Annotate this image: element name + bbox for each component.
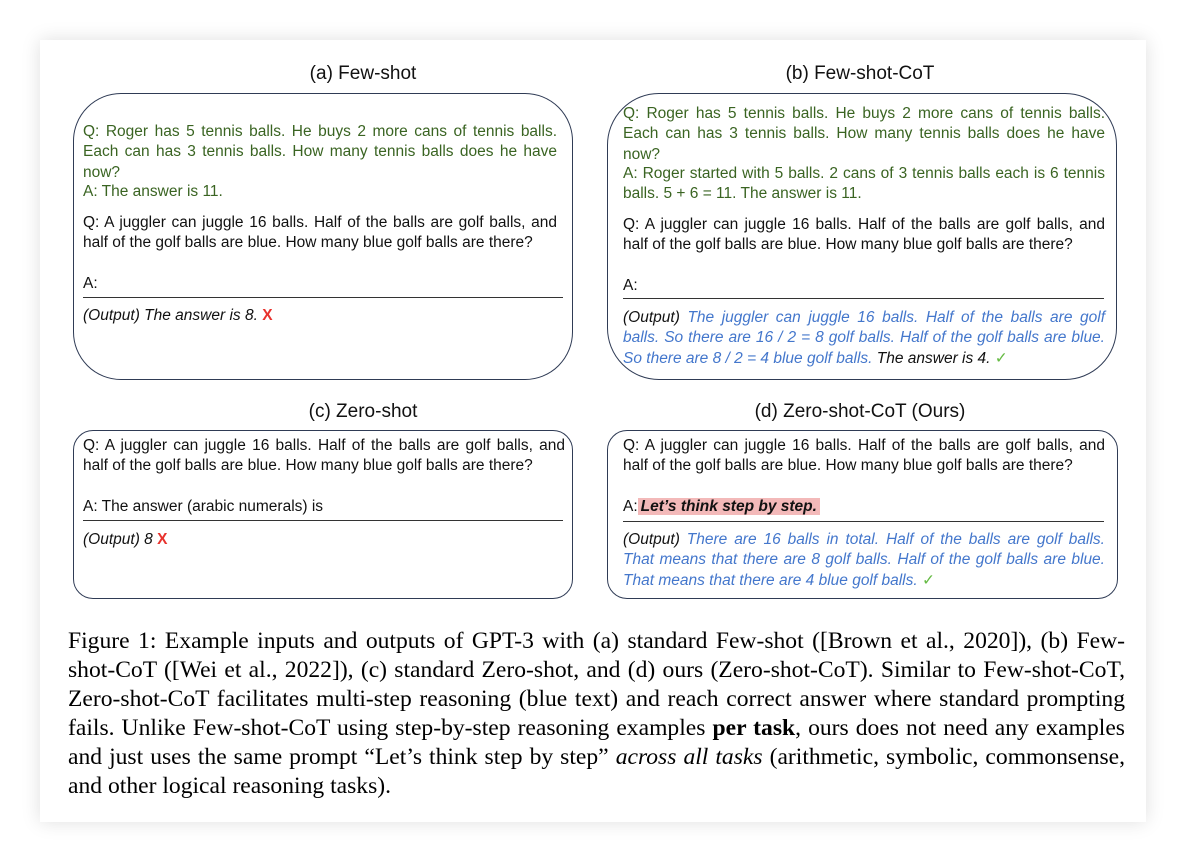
panel-b-output — [623, 308, 1105, 369]
panel-d-title: (d) Zero-shot-CoT (Ours) — [754, 401, 966, 422]
panel-b-question: Q: A juggler can juggle 16 balls. Half of the balls are golf balls, and half of the golf balls are blue. How many blue golf balls are there? — [623, 216, 1105, 254]
caption-part3: (arithmetic, symbolic, commonsense, and other logical reasoning tasks). — [68, 744, 1125, 799]
panel-a-output — [83, 306, 557, 326]
figure-card — [40, 40, 1146, 822]
caption-part1: Figure 1: Example inputs and outputs of GPT-3 with (a) standard Few-shot ([Brown et al., 2020]), (b) Few-shot-CoT ([Wei et al., 2022]), (c) standard Zero-shot, and (d) ours (Zero-shot-CoT). Similar to Few-shot-CoT, Zero-shot-CoT facilitates multi-step reasoning (blue text) and reach correct answer where standard prompting fails. Unlike Few-shot-CoT using step-by-step reasoning examples — [68, 628, 1125, 741]
panel-c-output-text: 8 — [144, 531, 153, 548]
panel-b-output-answer: The answer is 4. — [876, 349, 991, 367]
trigger-prompt-highlight: Let’s think step by step. — [638, 498, 820, 515]
panel-c-divider — [83, 520, 563, 521]
panel-d-output — [623, 530, 1105, 591]
panel-b-divider — [623, 298, 1104, 299]
panel-a-answer-prompt: A: — [83, 275, 98, 292]
wrong-mark-icon: X — [157, 531, 168, 548]
panel-a-output-text: The answer is 8. — [144, 307, 258, 324]
panel-d-question: Q: A juggler can juggle 16 balls. Half of the balls are golf balls, and half of the golf balls are blue. How many blue golf balls are there? — [623, 437, 1105, 475]
panel-d-output-label: (Output) — [623, 531, 680, 548]
panel-b-output-label: (Output) — [623, 309, 680, 326]
panel-d-divider — [623, 521, 1104, 522]
caption-bold: per task — [712, 715, 796, 741]
panel-d-output-reasoning: There are 16 balls in total. Half of the balls are golf balls. That means that there are 8 golf balls. Half of the golf balls are blue. That means that there are 4 blue golf balls. — [623, 531, 1105, 589]
panel-b-output-reasoning: The juggler can juggle 16 balls. Half of the balls are golf balls. So there are 16 / 2 = 8 golf balls. Half of the golf balls are blue. So there are 8 / 2 = 4 blue golf balls. — [623, 309, 1106, 367]
wrong-mark-icon: X — [262, 307, 273, 324]
panel-a-example-question: Q: Roger has 5 tennis balls. He buys 2 more cans of tennis balls. Each can has 3 tennis balls. How many tennis balls does he have now? — [83, 123, 557, 181]
panel-b-example-answer: A: Roger started with 5 balls. 2 cans of 3 tennis balls each is 6 tennis balls. 5 + 6 = 11. The answer is 11. — [623, 165, 1105, 203]
panel-c-output — [83, 530, 565, 550]
panel-a-title: (a) Few-shot — [309, 63, 417, 84]
panel-b-title: (b) Few-shot-CoT — [785, 63, 935, 84]
panel-c-title: (c) Zero-shot — [308, 401, 418, 422]
panel-b-example-question: Q: Roger has 5 tennis balls. He buys 2 more cans of tennis balls. Each can has 3 tennis balls. How many tennis balls does he have now? — [623, 105, 1105, 163]
caption-part2: , ours does not need any examples and just uses the same prompt “Let’s think step by step” — [68, 715, 1125, 770]
panel-a-output-label: (Output) — [83, 307, 140, 324]
panel-b-answer-prompt: A: — [623, 277, 638, 294]
correct-mark-icon: ✓ — [922, 571, 935, 589]
correct-mark-icon: ✓ — [994, 349, 1008, 367]
panel-c-answer-prompt: A: The answer (arabic numerals) is — [83, 498, 324, 515]
figure-caption — [68, 627, 1125, 801]
panel-d-answer-prompt: A: — [623, 498, 638, 515]
panel-d-answer-line — [623, 497, 1105, 517]
panel-a-question: Q: A juggler can juggle 16 balls. Half of the balls are golf balls, and half of the golf balls are blue. How many blue golf balls are there? — [83, 214, 557, 252]
caption-italic: across all tasks — [615, 744, 763, 770]
panel-c-output-label: (Output) — [83, 531, 140, 548]
panel-c-question: Q: A juggler can juggle 16 balls. Half of the balls are golf balls, and half of the golf balls are blue. How many blue golf balls are there? — [83, 437, 565, 475]
panel-a-example-answer: A: The answer is 11. — [83, 183, 223, 200]
panel-a-divider — [83, 297, 563, 298]
